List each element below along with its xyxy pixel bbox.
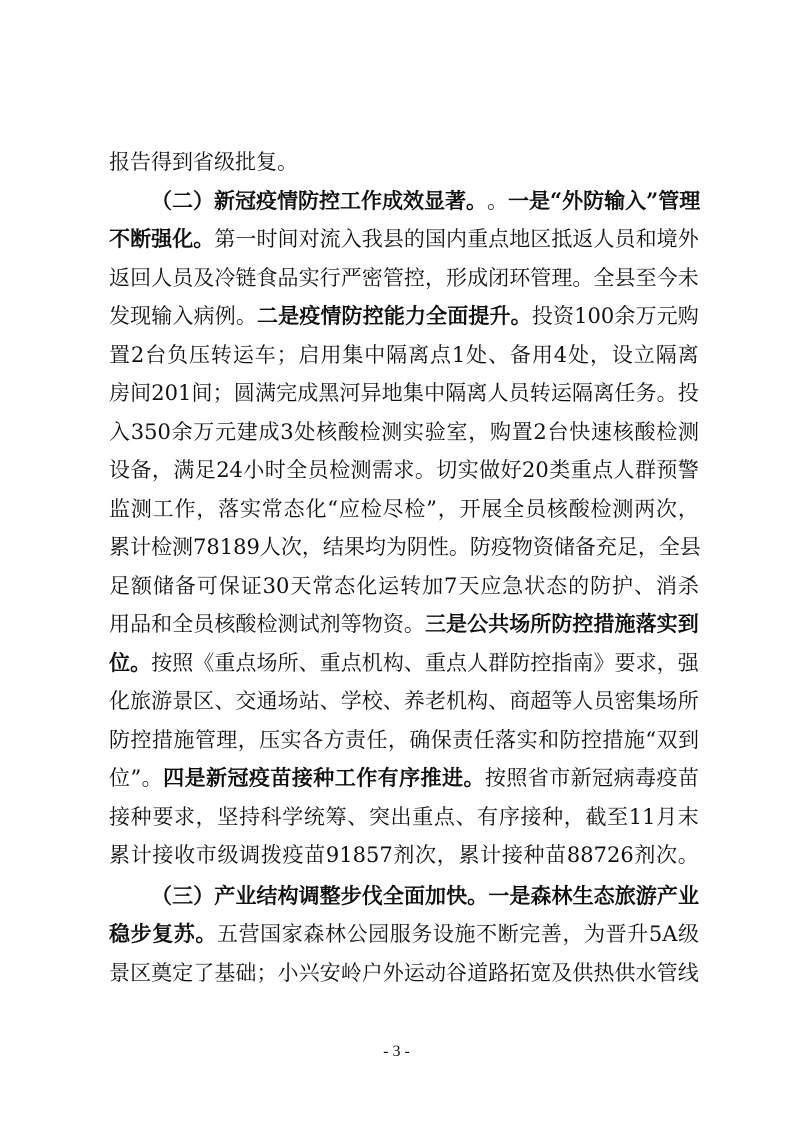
text-line: （ 二 ） 新 冠 疫 情 防 控 工 作 成 效 显 著 。 。 一 是 “ 外 防 输 入 ” 管 理 [151,187,701,213]
text-line: 置 2 台 负 压 转 运 车 ； 启 用 集 中 隔 离 点 1 处 、 备 用 4 处 ， 设 立 隔 离 [109,342,699,367]
text-line: 稳 步 复 苏 。 五 营 国 家 森 林 公 园 服 务 设 施 不 断 完 善 ， 为 晋 升 5A 级 [109,921,699,946]
text-line: 房 间 201 间 ； 圆 满 完 成 黑 河 异 地 集 中 隔 离 人 员 转 运 隔 离 任 务 。 投 [109,381,699,405]
text-line: （ 三 ） 产 业 结 构 调 整 步 伐 全 面 加 快 。 一 是 森 林 生 态 旅 游 产 业 [151,882,699,908]
body-text [109,143,699,992]
text-line: 累 计 接 收 市 级 调 拨 疫 苗 91857 剂 次 ， 累 计 接 种 苗 88726 剂 次 。 [109,843,699,867]
text-line: 累 计 检 测 78189 人 次 ， 结 果 均 为 阴 性 。 防 疫 物 资 储 备 充 足 ， 全 县 [109,535,701,559]
text-line: 位 ” 。 四 是 新 冠 疫 苗 接 种 工 作 有 序 推 进 。 按 照 省 市 新 冠 病 毒 疫 苗 [109,765,699,790]
text-line: 接 种 要 求 ， 坚 持 科 学 统 筹 、 突 出 重 点 、 有 序 接 种 ， 截 至 11 月 末 [109,804,699,829]
page-number: - 3 - [383,1043,410,1060]
text-line: 不 断 强 化 。 第 一 时 间 对 流 入 我 县 的 国 内 重 点 地 区 抵 返 人 员 和 境 外 [109,226,699,251]
text-line: 化 旅 游 景 区 、 交 通 场 站 、 学 校 、 养 老 机 构 、 商 超 等 人 员 密 集 场 所 [109,689,699,713]
text-line: 用 品 和 全 员 核 酸 检 测 试 剂 等 物 资 。 三 是 公 共 场 所 防 控 措 施 落 实 到 [109,611,699,636]
text-line: 位 。 按 照 《 重 点 场 所 、 重 点 机 构 、 重 点 人 群 防 控 指 南 》 要 求 ， 强 [109,649,699,675]
text-line: 设 备 ， 满 足 24 小 时 全 员 检 测 需 求 。 切 实 做 好 20 类 重 点 人 群 预 警 [109,458,699,482]
text-line: 足 额 储 备 可 保 证 30 天 常 态 化 运 转 加 7 天 应 急 状 态 的 防 护 、 消 杀 [109,573,699,598]
text-line: 监 测 工 作 ， 落 实 常 态 化 “ 应 检 尽 检 ” ， 开 展 全 员 核 酸 检 测 两 次 ， [109,496,699,521]
text-line: 发 现 输 入 病 例 。 二 是 疫 情 防 控 能 力 全 面 提 升 。 投 资 100 余 万 元 购 [109,303,699,328]
text-line: 返 回 人 员 及 冷 链 食 品 实 行 严 密 管 控 ， 形 成 闭 环 管 理 。 全 县 至 今 未 [109,265,699,290]
text-line: 报 告 得 到 省 级 批 复 。 [109,150,298,174]
text-line: 防 控 措 施 管 理 ， 压 实 各 方 责 任 ， 确 保 责 任 落 实 和 防 控 措 施 “ 双 到 [109,727,699,752]
text-line: 入 350 余 万 元 建 成 3 处 核 酸 检 测 实 验 室 ， 购 置 2 台 快 速 核 酸 检 测 [109,419,699,444]
text-line: 景 区 奠 定 了 基 础 ； 小 兴 安 岭 户 外 运 动 谷 道 路 拓 宽 及 供 热 供 水 管 线 [109,960,699,985]
